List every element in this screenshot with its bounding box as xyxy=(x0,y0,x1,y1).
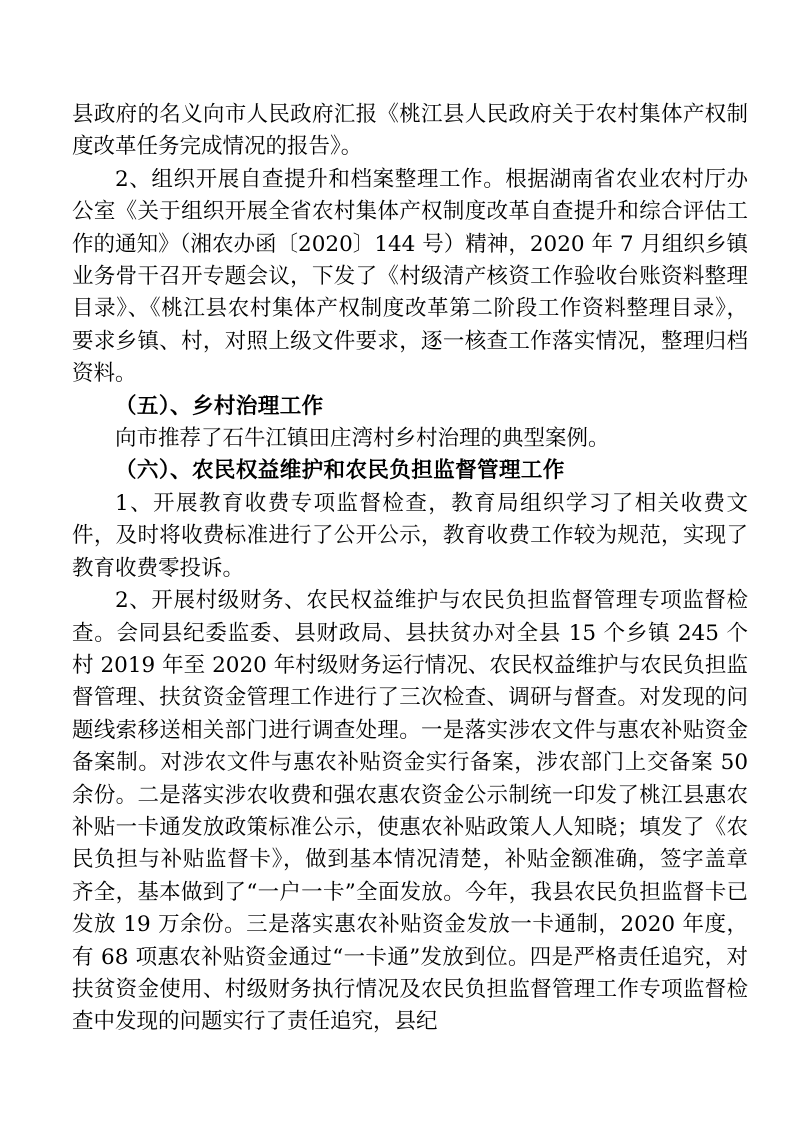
section-heading-farmer-rights: （六）、农民权益维护和农民负担监督管理工作 xyxy=(115,458,565,484)
document-content xyxy=(72,99,748,1039)
paragraph-archive-work: 2、组织开展自查提升和档案整理工作。根据湖南省农业农村厅办公室《关于组织开展全省农村集体产权制度改革自查提升和综合评估工作的通知》（湘农办函〔2020〕144 号）精神，2020 年 7 月组织乡镇业务骨干召开专题会议，下发了《村级清产核资工作验收台账资料整理目录》、《桃江县农村集体产权制度改革第二阶段工作资料整理目录》，要求乡镇、村，对照上级文件要求，逐一核查工作落实情况，整理归档资料。 xyxy=(72,166,748,387)
paragraph-village-finance-supervision: 2、开展村级财务、农民权益维护与农民负担监督管理专项监督检查。会同县纪委监委、县财政局、县扶贫办对全县 15 个乡镇 245 个村 2019 年至 2020 年村级财务运行情况、农民权益维护与农民负担监督管理、扶贫资金管理工作进行了三次检查、调研与督查。对发现的问题线索移送相关部门进行调查处理。一是落实涉农文件与惠农补贴资金备案制。对涉农文件与惠农补贴资金实行备案，涉农部门上交备案 50 余份。二是落实涉农收费和强农惠农资金公示制统一印发了桃江县惠农补贴一卡通发放政策标准公示，使惠农补贴政策人人知晓；填发了《农民负担与补贴监督卡》，做到基本情况清楚，补贴金额准确，签字盖章齐全，基本做到了“一户一卡”全面发放。今年，我县农民负担监督卡已发放 19 万余份。三是落实惠农补贴资金发放一卡通制，2020 年度，有 68 项惠农补贴资金通过“一卡通”发放到位。四是严格责任追究，对扶贫资金使用、村级财务执行情况及农民负担监督管理工作专项监督检查中发现的问题实行了责任追究，县纪 xyxy=(72,588,748,1035)
section-heading-rural-governance: （五）、乡村治理工作 xyxy=(115,393,324,419)
paragraph-continuation: 县政府的名义向市人民政府汇报《桃江县人民政府关于农村集体产权制度改革任务完成情况的报告》。 xyxy=(72,102,748,160)
paragraph-education-fees: 1、开展教育收费专项监督检查，教育局组织学习了相关收费文件，及时将收费标准进行了公开公示，教育收费工作较为规范，实现了教育收费零投诉。 xyxy=(72,490,748,581)
paragraph-rural-governance: 向市推荐了石牛江镇田庄湾村乡村治理的典型案例。 xyxy=(115,426,610,452)
